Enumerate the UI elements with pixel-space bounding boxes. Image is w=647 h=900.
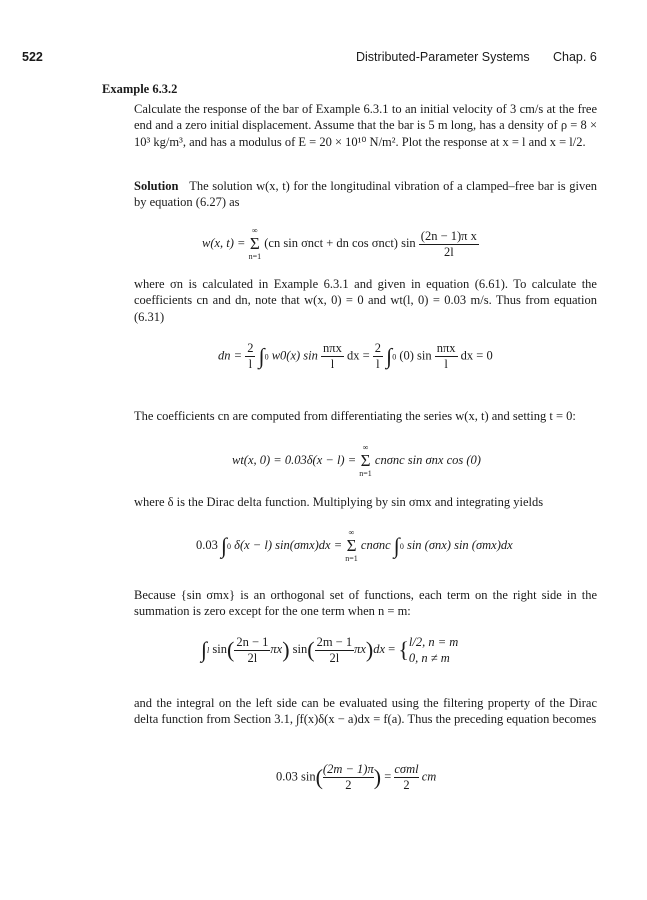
- integral-sign: ∫: [386, 343, 393, 369]
- eq3-lhs: wt(x, 0) = 0.03δ(x − l) =: [232, 452, 357, 467]
- eq2-rhs: dx = 0: [460, 348, 493, 363]
- eq2-den4: l: [435, 356, 458, 372]
- eq6-fraction-2: [394, 762, 418, 793]
- eq5-den1: 2l: [234, 650, 270, 666]
- integral-sign: ∫: [393, 533, 400, 558]
- eq2-integrand: w0(x) sin: [271, 348, 318, 363]
- eq6-fraction-1: [323, 762, 374, 793]
- problem-statement: Calculate the response of the bar of Example 6.3.1 to an initial velocity of 3 cm/s at the free end and a zero initial displacement. Assume that the bar is 5 m long, has a density of ρ = 8 × 10³ kg/m³, and has a modulus of E = 20 × 10¹⁰ N/m². Plot the response at x = l and x = l/2.: [134, 102, 597, 149]
- int-upper: l: [207, 645, 210, 655]
- eq4-integrand: δ(x − l) sin(σmx)dx =: [234, 537, 343, 552]
- equation-final: 0.03 $\sin(\frac{(2m - 1)\pi}{2}$ ) = $\frac{\text{cσml}}{2}$ cm: [276, 762, 437, 792]
- eq1-denominator: 2l: [419, 244, 479, 260]
- eq2-fraction-2: [321, 341, 344, 372]
- eq5-num1: 2n − 1: [236, 634, 269, 649]
- eq6-rhs-numerator: cσml: [394, 762, 419, 776]
- eq5-fraction-2: [315, 635, 355, 666]
- eq2-fraction-1: [245, 341, 255, 372]
- eq6-rhs-denominator: 2: [394, 777, 418, 793]
- coefficients-paragraph: where σn is calculated in Example 6.3.1 and given in equation (6.61). To calculate the coefficients cn and dn, note that w(x, 0) = 0 and wt(l, 0) = 0.03 m/s. Thus from equation (6.31): [134, 277, 597, 324]
- sum-upper: ∞: [252, 226, 258, 235]
- eq2-den1: l: [245, 356, 255, 372]
- equation-orthogonality-result: ∫l sin( $\frac{2n - 1}{2l}$ πx) sin( $\frac{2m - 1}{2l}$ πx)dx = { l/2, n = m 0, n ≠ m: [201, 634, 459, 665]
- sum-lower: n=1: [345, 554, 358, 563]
- cn-paragraph: The coefficients cn are computed from differentiating the series w(x, t) and setting t = 0:: [134, 409, 576, 423]
- eq3-rhs: cnσnc sin σnx cos (0): [374, 452, 481, 467]
- dirac-paragraph: where δ is the Dirac delta function. Multiplying by sin σmx and integrating yields: [134, 495, 544, 509]
- solution-paragraph: [134, 178, 597, 211]
- int-lower: 0: [227, 541, 232, 551]
- eq2-mid: dx =: [346, 348, 370, 363]
- eq5-fraction-1: [234, 635, 270, 666]
- eq2-den3: l: [373, 356, 383, 372]
- integral-sign: ∫: [201, 637, 208, 662]
- sum-lower: n=1: [248, 252, 262, 261]
- sum-upper: ∞: [362, 443, 369, 452]
- eq6-numerator: (2m − 1)π: [322, 762, 374, 776]
- chapter-label: Chap. 6: [553, 50, 597, 64]
- eq4-lhs: 0.03: [196, 537, 218, 552]
- eq4-rhs: sin (σnx) sin (σmx)dx: [406, 537, 513, 552]
- equation-initial-velocity: [232, 443, 481, 479]
- eq6-denominator: 2: [323, 777, 374, 793]
- orthogonal-paragraph: Because {sin σmx} is an orthogonal set of functions, each term on the right side in the summation is zero except for the one term when n = m:: [134, 588, 597, 619]
- eq5-num2: 2m − 1: [316, 634, 353, 649]
- eq1-fraction: [419, 229, 479, 260]
- eq5-case-2: 0, n ≠ m: [408, 651, 450, 665]
- int-lower: 0: [399, 541, 404, 551]
- eq2-num3: 2: [374, 341, 382, 355]
- eq6-lhs: 0.03 sin: [276, 769, 316, 784]
- eq5-case-1: l/2, n = m: [408, 635, 459, 649]
- sum-upper: ∞: [348, 528, 355, 537]
- example-heading: Example 6.3.2: [102, 82, 178, 96]
- equation-orthogonality-integral: [196, 528, 513, 564]
- eq2-num1: 2: [247, 341, 254, 355]
- eq5-den2: 2l: [315, 650, 355, 666]
- integral-sign: ∫: [258, 343, 265, 369]
- equation-series-solution: [202, 226, 479, 262]
- eq4-coefficient: cnσnc: [360, 537, 391, 552]
- solution-intro: The solution w(x, t) for the longitudinal vibration of a clamped–free bar is given by equation (6.27) as: [134, 179, 598, 210]
- sum-lower: n=1: [359, 469, 372, 478]
- integral-sign: ∫: [221, 533, 228, 558]
- summation-symbol: ∞ Σ n=1: [248, 226, 262, 261]
- eq2-fraction-4: [435, 341, 458, 372]
- eq2-num2: nπx: [323, 341, 342, 355]
- page-number: 522: [22, 50, 43, 64]
- eq1-body: (cn sin σnct + dn cos σnct) sin: [264, 235, 416, 250]
- running-title: Distributed-Parameter Systems: [356, 50, 530, 64]
- summation-symbol: ∞ Σ n=1: [345, 528, 358, 563]
- eq2-lhs: dn =: [218, 348, 243, 363]
- solution-label: Solution: [134, 179, 179, 193]
- eq5-cases: [409, 634, 458, 666]
- eq2-den2: l: [321, 356, 344, 372]
- summation-symbol: ∞ Σ n=1: [359, 443, 372, 478]
- equation-dn: [218, 341, 493, 372]
- eq2-fraction-3: [373, 341, 383, 372]
- eq2-num4: nπx: [436, 341, 456, 355]
- eq6-rhs: cm: [421, 769, 437, 784]
- int-lower: 0: [392, 352, 397, 362]
- int-lower: 0: [264, 352, 269, 362]
- eq1-lhs: w(x, t) =: [202, 235, 246, 250]
- filtering-paragraph: and the integral on the left side can be evaluated using the filtering property of the Dirac delta function from Section 3.1, ∫f(x)δ(x − a)dx = f(a). Thus the preceding equation becomes: [134, 696, 597, 727]
- eq2-integrand-2: (0) sin: [399, 348, 432, 363]
- eq1-numerator: (2n − 1)π x: [420, 228, 477, 243]
